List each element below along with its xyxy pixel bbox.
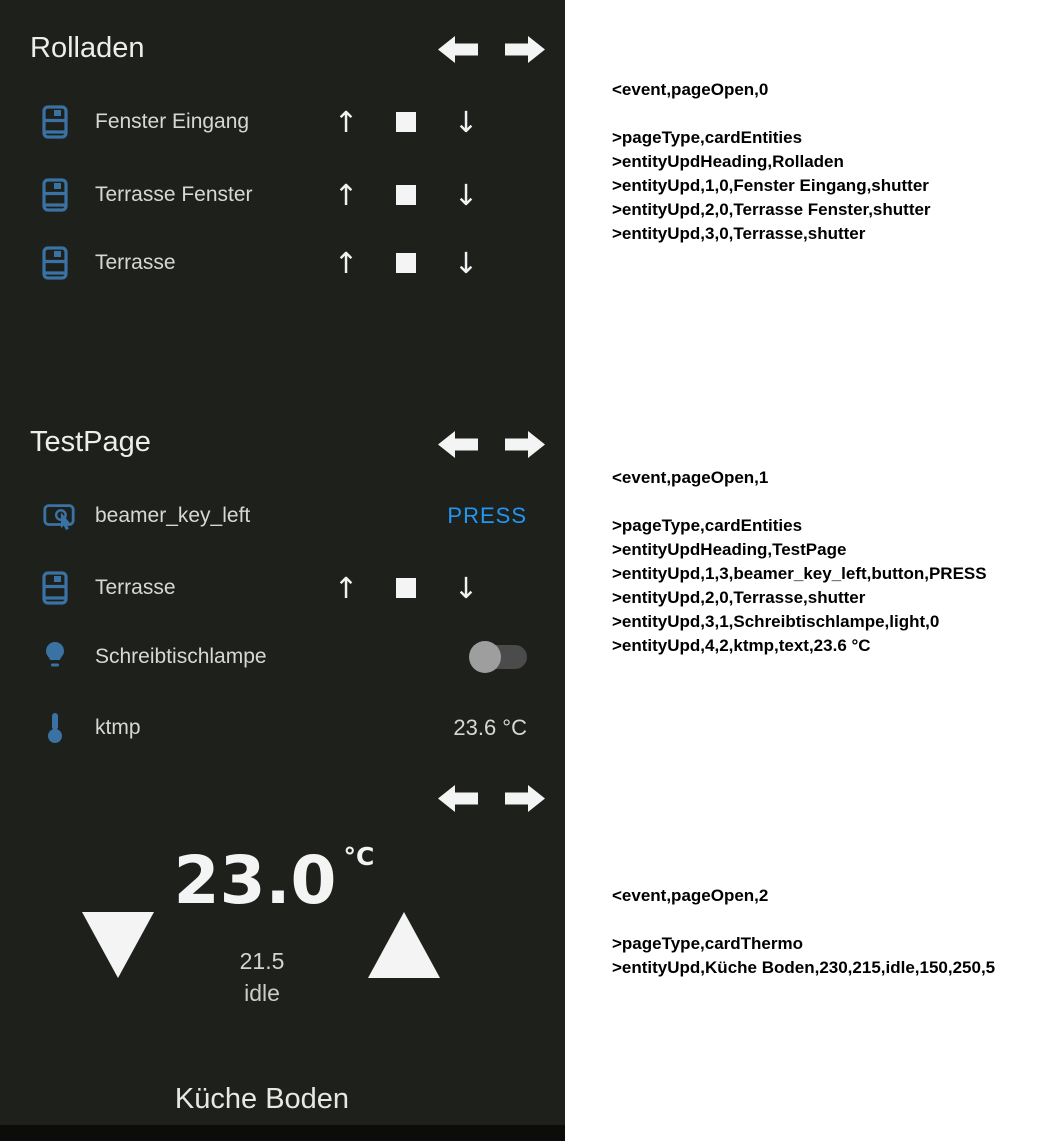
shutter-up-button[interactable]: ↑ bbox=[333, 246, 359, 280]
protocol-line: >entityUpd,4,2,ktmp,text,23.6 °C bbox=[612, 636, 871, 655]
nav-next-icon[interactable] bbox=[505, 782, 545, 815]
protocol-line: >pageType,cardThermo bbox=[612, 934, 803, 953]
protocol-line: >entityUpdHeading,Rolladen bbox=[612, 152, 844, 171]
entity-label: Fenster Eingang bbox=[95, 110, 250, 133]
press-button[interactable]: PRESS bbox=[447, 503, 527, 528]
lightbulb-icon bbox=[42, 638, 76, 676]
protocol-line: <event,pageOpen,0 bbox=[612, 80, 769, 99]
entity-row bbox=[0, 635, 565, 679]
entity-row bbox=[0, 706, 565, 750]
bottom-strip bbox=[0, 1125, 565, 1141]
entity-row bbox=[0, 100, 565, 144]
shutter-icon bbox=[42, 569, 76, 607]
protocol-line: >entityUpd,3,0,Terrasse,shutter bbox=[612, 224, 866, 243]
current-temperature-value: 23.0 bbox=[173, 842, 337, 919]
protocol-line: >entityUpd,2,0,Terrasse Fenster,shutter bbox=[612, 200, 931, 219]
toggle-knob bbox=[469, 641, 501, 673]
shutter-down-button[interactable]: ↓ bbox=[453, 246, 479, 280]
light-toggle-off[interactable] bbox=[469, 641, 527, 673]
entity-label: ktmp bbox=[95, 716, 141, 739]
shutter-down-button[interactable]: ↓ bbox=[453, 571, 479, 605]
shutter-icon bbox=[42, 176, 76, 214]
protocol-block-page0 bbox=[612, 78, 1042, 246]
shutter-icon bbox=[42, 244, 76, 282]
nav-prev-icon[interactable] bbox=[438, 428, 478, 461]
entity-label: beamer_key_left bbox=[95, 504, 251, 527]
thermostat-name: Küche Boden bbox=[174, 1083, 350, 1115]
shutter-up-button[interactable]: ↑ bbox=[333, 571, 359, 605]
protocol-line: >pageType,cardEntities bbox=[612, 516, 803, 535]
nav-next-icon[interactable] bbox=[505, 33, 545, 66]
current-temperature bbox=[0, 842, 548, 919]
protocol-line: >entityUpd,1,3,beamer_key_left,button,PRESS bbox=[612, 564, 987, 583]
shutter-up-button[interactable]: ↑ bbox=[333, 105, 359, 139]
entity-label: Terrasse Fenster bbox=[95, 183, 253, 206]
protocol-line: <event,pageOpen,1 bbox=[612, 468, 769, 487]
shutter-stop-button[interactable] bbox=[396, 253, 416, 273]
protocol-line: >entityUpd,2,0,Terrasse,shutter bbox=[612, 588, 866, 607]
protocol-block-page2 bbox=[612, 884, 1042, 980]
protocol-line bbox=[612, 908, 1042, 932]
entity-label: Terrasse bbox=[95, 251, 176, 274]
page-title-testpage: TestPage bbox=[30, 426, 151, 458]
shutter-icon bbox=[42, 103, 76, 141]
protocol-line: >entityUpdHeading,TestPage bbox=[612, 540, 847, 559]
entity-row bbox=[0, 566, 565, 610]
thermometer-icon bbox=[42, 709, 76, 747]
nav-prev-icon[interactable] bbox=[438, 782, 478, 815]
entity-label: Terrasse bbox=[95, 576, 176, 599]
shutter-down-button[interactable]: ↓ bbox=[453, 178, 479, 212]
protocol-line: >entityUpd,1,0,Fenster Eingang,shutter bbox=[612, 176, 929, 195]
protocol-line: <event,pageOpen,2 bbox=[612, 886, 769, 905]
protocol-line bbox=[612, 490, 1042, 514]
entity-label: Schreibtischlampe bbox=[95, 645, 267, 668]
entity-row bbox=[0, 241, 565, 285]
protocol-line: >entityUpd,Küche Boden,230,215,idle,150,250,5 bbox=[612, 958, 996, 977]
temperature-unit: °C bbox=[343, 842, 375, 871]
shutter-stop-button[interactable] bbox=[396, 578, 416, 598]
target-temperature: 21.5 bbox=[239, 948, 285, 974]
protocol-line: >pageType,cardEntities bbox=[612, 128, 803, 147]
nav-prev-icon[interactable] bbox=[438, 33, 478, 66]
entity-row bbox=[0, 173, 565, 217]
protocol-line bbox=[612, 102, 1042, 126]
hvac-state: idle bbox=[244, 980, 280, 1006]
protocol-line: >entityUpd,3,1,Schreibtischlampe,light,0 bbox=[612, 612, 940, 631]
protocol-block-page1 bbox=[612, 466, 1042, 658]
shutter-up-button[interactable]: ↑ bbox=[333, 178, 359, 212]
nav-next-icon[interactable] bbox=[505, 428, 545, 461]
page-title-rolladen: Rolladen bbox=[30, 32, 145, 64]
shutter-stop-button[interactable] bbox=[396, 185, 416, 205]
shutter-stop-button[interactable] bbox=[396, 112, 416, 132]
tap-button-icon bbox=[42, 497, 76, 535]
sensor-value: 23.6 °C bbox=[453, 715, 527, 740]
shutter-down-button[interactable]: ↓ bbox=[453, 105, 479, 139]
entity-row bbox=[0, 494, 565, 538]
